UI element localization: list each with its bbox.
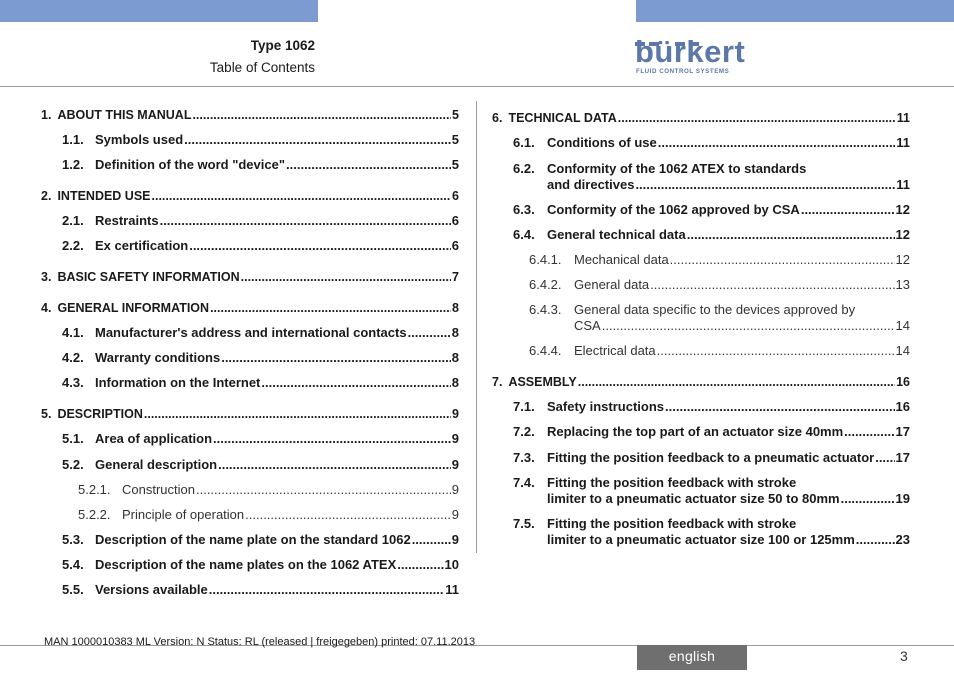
toc-entry-number: 4.1. <box>62 325 84 340</box>
toc-entry-number: 5.3. <box>62 532 84 547</box>
language-tab[interactable]: english <box>637 645 747 670</box>
toc-entry-page: 14 <box>895 318 910 333</box>
toc-entry-title: limiter to a pneumatic actuator size 50 to 80mm <box>547 491 840 506</box>
toc-entry-number: 4.3. <box>62 375 84 390</box>
toc-entry[interactable] <box>513 227 910 243</box>
toc-entry-number: 7.3. <box>513 450 535 465</box>
toc-leader-dots <box>618 110 896 126</box>
toc-entry[interactable] <box>62 532 459 548</box>
toc-entry-title: Construction <box>122 482 195 497</box>
toc-entry-number: 5. <box>41 407 52 421</box>
toc-leader-dots <box>635 177 895 193</box>
toc-entry-page: 17 <box>895 424 910 439</box>
toc-leader-dots <box>670 252 895 268</box>
toc-entry[interactable] <box>78 507 459 523</box>
toc-leader-dots <box>184 132 451 148</box>
toc-entry-page: 23 <box>895 532 910 547</box>
toc-entry-page: 9 <box>451 532 459 547</box>
toc-entry[interactable] <box>41 107 459 123</box>
toc-entry-page: 12 <box>895 202 910 217</box>
toc-entry[interactable] <box>62 457 459 473</box>
toc-entry-page: 10 <box>444 557 459 572</box>
logo-tagline: FLUID CONTROL SYSTEMS <box>636 68 730 75</box>
toc-entry-page: 5 <box>451 132 459 147</box>
toc-entry[interactable] <box>513 135 910 151</box>
toc-entry[interactable] <box>513 177 910 193</box>
toc-entry-title: Fitting the position feedback with stroke <box>547 475 797 490</box>
toc-entry[interactable] <box>41 269 459 285</box>
toc-leader-dots <box>412 532 451 548</box>
toc-entry-number: 1.1. <box>62 132 84 147</box>
toc-entry-page: 11 <box>896 135 910 150</box>
toc-entry[interactable] <box>62 557 459 573</box>
toc-entry-title: Ex certification <box>95 238 189 253</box>
toc-entry-page: 13 <box>895 277 910 292</box>
toc-entry-number: 2. <box>41 189 52 203</box>
document-subtitle: Table of Contents <box>209 60 315 75</box>
toc-leader-dots <box>196 482 451 498</box>
toc-entry[interactable] <box>513 424 910 440</box>
toc-leader-dots <box>397 557 443 573</box>
toc-entry-number: 5.4. <box>62 557 84 572</box>
toc-entry-title: Restraints <box>95 213 159 228</box>
toc-entry-number: 5.2.1. <box>78 482 111 497</box>
toc-entry-page: 11 <box>896 177 910 192</box>
toc-entry-number: 7.2. <box>513 424 535 439</box>
header-band-right <box>636 0 954 22</box>
toc-entry-number: 5.2. <box>62 457 84 472</box>
toc-entry-title: Fitting the position feedback with stroke <box>547 516 797 531</box>
toc-entry[interactable] <box>62 325 459 341</box>
toc-entry-number: 6.4. <box>513 227 535 242</box>
toc-entry[interactable] <box>62 213 459 229</box>
page-number: 3 <box>900 648 908 664</box>
toc-entry-number: 4.2. <box>62 350 84 365</box>
toc-entry-page: 16 <box>895 399 910 414</box>
toc-leader-dots <box>152 188 452 204</box>
toc-leader-dots <box>245 507 451 523</box>
toc-entry-title: Warranty conditions <box>95 350 221 365</box>
toc-entry-number: 5.2.2. <box>78 507 111 522</box>
toc-entry[interactable] <box>492 374 910 390</box>
toc-entry-number: 1.2. <box>62 157 84 172</box>
toc-entry-number: 6.4.2. <box>529 277 562 292</box>
toc-entry-title: Symbols used <box>95 132 184 147</box>
toc-entry-title: Manufacturer's address and international contacts <box>95 325 407 340</box>
toc-entry-title: Conformity of the 1062 ATEX to standards <box>547 161 807 176</box>
toc-entry-title-line1 <box>513 161 806 177</box>
toc-entry-title: Versions available <box>95 582 208 597</box>
toc-entry-title: Safety instructions <box>547 399 665 414</box>
toc-leader-dots <box>875 450 894 466</box>
toc-entry-page: 6 <box>451 238 459 253</box>
toc-entry-title: Replacing the top part of an actuator size 40mm <box>547 424 844 439</box>
toc-leader-dots <box>408 325 451 341</box>
toc-entry-number: 5.1. <box>62 431 84 446</box>
document-type: Type 1062 <box>250 38 315 53</box>
toc-entry[interactable] <box>41 188 459 204</box>
toc-entry-page: 8 <box>451 325 459 340</box>
toc-entry[interactable] <box>513 450 910 466</box>
toc-entry-title: Conditions of use <box>547 135 657 150</box>
toc-entry[interactable] <box>62 132 459 148</box>
toc-entry-number: 6.2. <box>513 161 535 176</box>
toc-entry-page: 14 <box>895 343 910 358</box>
toc-entry[interactable] <box>529 277 910 293</box>
toc-entry[interactable] <box>492 110 910 126</box>
burkert-logo <box>635 34 746 78</box>
toc-entry-title: General data <box>574 277 650 292</box>
toc-entry-title-line1 <box>513 516 796 532</box>
toc-entry-number: 6. <box>492 111 503 125</box>
toc-entry-title: General technical data <box>547 227 686 242</box>
toc-entry[interactable] <box>529 252 910 268</box>
toc-entry-title: Electrical data <box>574 343 656 358</box>
toc-entry-number: 7. <box>492 375 503 389</box>
toc-entry-title: Area of application <box>95 431 213 446</box>
toc-entry-page: 8 <box>452 301 459 315</box>
toc-entry-title: BASIC SAFETY INFORMATION <box>57 270 240 284</box>
toc-entry-title: limiter to a pneumatic actuator size 100 or 125mm <box>547 532 855 547</box>
toc-entry-page: 7 <box>452 270 459 284</box>
column-divider <box>476 101 477 553</box>
toc-leader-dots <box>665 399 895 415</box>
toc-entry-title: Principle of operation <box>122 507 245 522</box>
toc-entry-page: 11 <box>896 111 910 125</box>
toc-entry-number: 6.3. <box>513 202 535 217</box>
toc-leader-dots <box>160 213 451 229</box>
toc-leader-dots <box>286 157 451 173</box>
toc-entry-number: 2.2. <box>62 238 84 253</box>
toc-entry-title: General data specific to the devices approved by <box>574 302 856 317</box>
toc-leader-dots <box>144 406 451 422</box>
toc-entry-title: DESCRIPTION <box>57 407 143 421</box>
toc-entry-page: 8 <box>451 375 459 390</box>
toc-entry-number: 3. <box>41 270 52 284</box>
toc-entry-title-line1 <box>529 302 855 318</box>
toc-entry[interactable] <box>529 343 910 359</box>
toc-entry-page: 12 <box>895 227 910 242</box>
toc-leader-dots <box>602 318 895 334</box>
toc-entry-page: 9 <box>451 507 459 522</box>
toc-entry[interactable] <box>513 399 910 415</box>
toc-entry-title: ABOUT THIS MANUAL <box>57 108 192 122</box>
toc-entry-page: 5 <box>451 157 459 172</box>
toc-entry-title: Description of the name plates on the 1062 ATEX <box>95 557 397 572</box>
toc-entry-number: 7.5. <box>513 516 535 531</box>
toc-leader-dots <box>578 374 895 390</box>
toc-entry-title: Information on the Internet <box>95 375 261 390</box>
toc-entry-page: 9 <box>451 431 459 446</box>
toc-entry[interactable] <box>513 491 910 507</box>
toc-entry-number: 6.1. <box>513 135 535 150</box>
toc-entry-page: 11 <box>445 582 459 597</box>
document-info: MAN 1000010383 ML Version: N Status: RL (released | freigegeben) printed: 07.11.2013 <box>44 636 476 648</box>
toc-entry[interactable] <box>513 532 910 548</box>
toc-entry[interactable] <box>62 431 459 447</box>
toc-leader-dots <box>650 277 894 293</box>
toc-leader-dots <box>218 457 451 473</box>
toc-entry-page: 9 <box>452 407 459 421</box>
toc-entry-title: General description <box>95 457 218 472</box>
toc-leader-dots <box>241 269 451 285</box>
toc-entry[interactable] <box>513 202 910 218</box>
toc-leader-dots <box>189 238 451 254</box>
toc-entry-page: 12 <box>895 252 910 267</box>
toc-entry-page: 5 <box>452 108 459 122</box>
toc-entry-number: 2.1. <box>62 213 84 228</box>
toc-leader-dots <box>856 532 895 548</box>
toc-entry-page: 17 <box>895 450 910 465</box>
toc-entry-number: 4. <box>41 301 52 315</box>
toc-entry-title: ASSEMBLY <box>508 375 577 389</box>
toc-leader-dots <box>192 107 451 123</box>
logo-wordmark: bürkert <box>635 34 746 69</box>
toc-entry[interactable] <box>529 318 910 334</box>
toc-leader-dots <box>844 424 894 440</box>
toc-entry-title: Conformity of the 1062 approved by CSA <box>547 202 800 217</box>
toc-entry-number: 1. <box>41 108 52 122</box>
toc-entry[interactable] <box>62 582 459 598</box>
toc-entry-page: 6 <box>451 213 459 228</box>
toc-leader-dots <box>213 431 451 447</box>
toc-entry-title: INTENDED USE <box>57 189 151 203</box>
toc-entry-title: Description of the name plate on the standard 1062 <box>95 532 411 547</box>
toc-leader-dots <box>657 343 895 359</box>
toc-entry-number: 5.5. <box>62 582 84 597</box>
toc-entry-page: 16 <box>896 375 910 389</box>
toc-leader-dots <box>221 350 451 366</box>
toc-entry-title: and directives <box>547 177 635 192</box>
toc-entry-page: 6 <box>452 189 459 203</box>
toc-leader-dots <box>658 135 895 151</box>
toc-entry-title: GENERAL INFORMATION <box>57 301 210 315</box>
toc-entry-page: 19 <box>895 491 910 506</box>
toc-leader-dots <box>261 375 450 391</box>
toc-leader-dots <box>801 202 895 218</box>
toc-entry-page: 9 <box>451 457 459 472</box>
toc-entry-number: 6.4.4. <box>529 343 562 358</box>
toc-leader-dots <box>210 300 451 316</box>
toc-leader-dots <box>209 582 445 598</box>
toc-entry-page: 8 <box>451 350 459 365</box>
toc-entry-title: Mechanical data <box>574 252 669 267</box>
toc-entry[interactable] <box>62 350 459 366</box>
header-band-left <box>0 0 318 22</box>
toc-entry[interactable] <box>41 406 459 422</box>
toc-entry-number: 7.4. <box>513 475 535 490</box>
toc-entry-number: 7.1. <box>513 399 535 414</box>
toc-entry-page: 9 <box>451 482 459 497</box>
toc-entry-number: 6.4.3. <box>529 302 562 317</box>
toc-leader-dots <box>841 491 895 507</box>
toc-entry[interactable] <box>41 300 459 316</box>
toc-entry[interactable] <box>78 482 459 498</box>
toc-entry[interactable] <box>62 375 459 391</box>
toc-entry[interactable] <box>62 238 459 254</box>
header-rule <box>0 86 954 87</box>
toc-entry-number: 6.4.1. <box>529 252 562 267</box>
toc-entry-title: Fitting the position feedback to a pneumatic actuator <box>547 450 875 465</box>
toc-entry[interactable] <box>62 157 459 173</box>
toc-entry-title-line1 <box>513 475 796 491</box>
toc-entry-title: Definition of the word "device" <box>95 157 286 172</box>
toc-entry-title: CSA <box>574 318 601 333</box>
toc-entry-title: TECHNICAL DATA <box>508 111 617 125</box>
toc-leader-dots <box>687 227 895 243</box>
